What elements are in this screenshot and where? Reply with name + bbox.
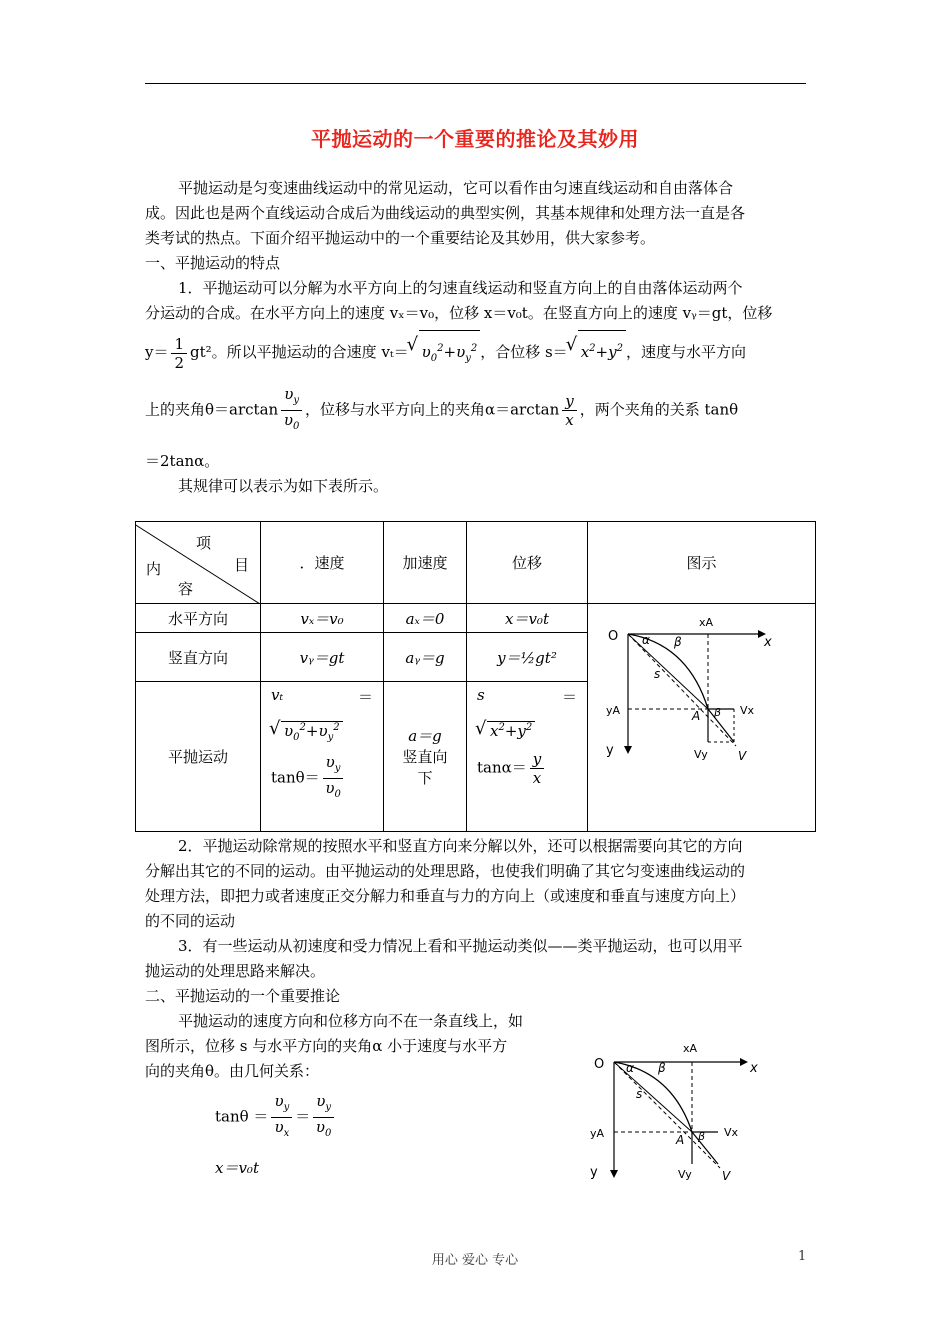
fig2-label-y: y xyxy=(590,1165,598,1180)
p2-line-3: 处理方法，即把力或者速度正交分解力和垂直与力的方向上（或速度和垂直与速度方向上） xyxy=(145,887,746,905)
section-2-heading: 二、平抛运动的一个重要推论 xyxy=(145,987,341,1005)
corner-bottom: 容 xyxy=(178,580,194,598)
sqrt-v: √ $\upsilon_0^2+\upsilon_y^2$ xyxy=(419,330,481,377)
p4-line-3: 向的夹角θ。由几何关系： xyxy=(145,1062,320,1080)
eq-vy-vx: $\frac{\upsilon_y}{\upsilon_x}$ xyxy=(271,1092,292,1143)
fig2-label-alpha: α xyxy=(626,1061,634,1075)
header-velocity: ．速度 xyxy=(261,522,384,604)
cell-a xyxy=(384,682,467,832)
a-value: a＝g xyxy=(408,727,442,745)
cell-x: x＝v₀t xyxy=(467,604,588,633)
vt-frac: $\frac{\upsilon_y}{\upsilon_0}$ xyxy=(323,753,344,804)
corner-header xyxy=(136,522,261,604)
fig-label-beta: β xyxy=(674,635,682,649)
cell-vx: vₓ＝v₀ xyxy=(261,604,384,633)
cell-y: y＝½gt² xyxy=(467,633,588,682)
fig-label-a: A xyxy=(692,709,701,723)
text: ，合位移 s＝ xyxy=(480,343,568,361)
vt-label: vₜ xyxy=(271,686,284,704)
sqrt-s: √ $x^2+y^2$ xyxy=(578,330,626,370)
fig-label-o: O xyxy=(608,629,619,644)
table-figure xyxy=(588,604,820,832)
s-frac: $\frac{y}{x}$ xyxy=(530,750,544,787)
header-displacement: 位移 xyxy=(467,522,588,604)
y-over-x: $\frac{y}{x}$ xyxy=(562,392,576,429)
s-tan: tanα＝ xyxy=(477,758,527,777)
p3-line-1: 3．有一些运动从初速度和受力情况上看和平抛运动类似——类平抛运动，也可以用平 xyxy=(178,937,743,955)
cell-ay: aᵧ＝g xyxy=(384,633,467,682)
p1-line-6: 其规律可以表示为如下表所示。 xyxy=(178,477,389,495)
fig2-label-x: x xyxy=(750,1061,758,1076)
cell-ax: aₓ＝0 xyxy=(384,604,467,633)
text: gt²。所以平抛运动的合速度 vₜ＝ xyxy=(190,343,409,361)
page-footer: 用心 爱心 专心 xyxy=(431,1253,519,1268)
header-acceleration: 加速度 xyxy=(384,522,467,604)
vy-over-v0: $\frac{\upsilon_y}{\upsilon_0}$ xyxy=(281,385,302,436)
eq-tan-label: tanθ ＝ xyxy=(215,1107,269,1126)
p4-line-1: 平抛运动的速度方向和位移方向不在一条直线上，如 xyxy=(178,1012,524,1030)
inline-figure xyxy=(580,1030,780,1230)
text: ，位移与水平方向上的夹角α＝arctan xyxy=(304,400,560,419)
p2-line-1: 2．平抛运动除常规的按照水平和竖直方向来分解以外，还可以根据需要向其它的方向 xyxy=(178,837,743,855)
fig2-label-vx: Vx xyxy=(724,1126,739,1139)
fig2-label-xa: xA xyxy=(683,1042,698,1055)
eq-vy-v0: $\frac{\upsilon_y}{\upsilon_0}$ xyxy=(313,1092,334,1143)
fig2-label-ya: yA xyxy=(590,1127,605,1140)
page-title: 平抛运动的一个重要的推论及其妙用 xyxy=(311,127,639,151)
vt-tan: tanθ＝ xyxy=(271,768,320,787)
fig-label-s: s xyxy=(654,667,661,681)
vt-eq: ＝ xyxy=(357,688,373,706)
p1-line-3 xyxy=(145,330,746,377)
corner-left: 内 xyxy=(146,560,162,578)
fig-label-vy: Vy xyxy=(694,748,708,761)
s-sqrt: √ $x^2+y^2$ xyxy=(487,721,535,740)
p1-line-5: ＝2tanα。 xyxy=(145,452,220,470)
a-dir-1: 竖直向 xyxy=(402,748,448,766)
text: ，速度与水平方向 xyxy=(625,343,746,361)
fig-label-vx: Vx xyxy=(740,704,755,717)
p1-line-4 xyxy=(145,385,738,436)
fig2-label-o: O xyxy=(594,1057,605,1072)
s-eq: ＝ xyxy=(561,688,577,706)
fig-label-ya: yA xyxy=(606,704,621,717)
vt-sqrt: √ $\upsilon_0^2+\upsilon_y^2$ xyxy=(281,721,343,743)
row-label-vertical: 竖直方向 xyxy=(136,633,261,682)
eq-tan-theta: tanθ ＝ $\frac{\upsilon_y}{\upsilon_x}$ ＝ $\frac{\upsilon_y}{\upsilon_0}$ xyxy=(215,1092,337,1143)
a-dir-2: 下 xyxy=(417,769,433,787)
fig2-label-v: V xyxy=(722,1169,731,1183)
header-figure: 图示 xyxy=(588,522,816,604)
row-label-horizontal: 水平方向 xyxy=(136,604,261,633)
fig2-label-s: s xyxy=(636,1087,643,1101)
p3-line-2: 抛运动的处理思路来解决。 xyxy=(145,962,326,980)
p4-line-2: 图所示，位移 s 与水平方向的夹角α 小于速度与水平方 xyxy=(145,1037,508,1055)
p1-line-2: 分运动的合成。在水平方向上的速度 vₓ＝v₀，位移 x＝v₀t。在竖直方向上的速度 vᵧ＝gt，位移 xyxy=(145,304,773,322)
p2-line-2: 分解出其它的不同的运动。由平抛运动的处理思路，也使我们明确了其它匀变速曲线运动的 xyxy=(145,862,746,880)
row-label-projectile: 平抛运动 xyxy=(136,682,261,832)
cell-vy: vᵧ＝gt xyxy=(261,633,384,682)
eq-x: x＝v₀t xyxy=(215,1159,259,1177)
text: y＝ xyxy=(145,343,169,361)
text: ，两个夹角的关系 tanθ xyxy=(579,400,739,419)
header-rule xyxy=(145,83,806,84)
p2-line-4: 的不同的运动 xyxy=(145,912,236,930)
fig-label-beta-2: β xyxy=(714,706,722,719)
s-label: s xyxy=(477,686,485,704)
corner-right: 目 xyxy=(234,556,250,574)
p1-line-1: 1．平抛运动可以分解为水平方向上的匀速直线运动和竖直方向上的自由落体运动两个 xyxy=(178,279,743,297)
section-1-heading: 一、平抛运动的特点 xyxy=(145,254,281,272)
motion-table xyxy=(135,521,816,832)
fig-label-xa: xA xyxy=(699,616,714,629)
fig-label-alpha: α xyxy=(642,633,650,647)
corner-top: 项 xyxy=(196,534,212,552)
fig2-label-vy: Vy xyxy=(678,1168,692,1181)
fig-label-y: y xyxy=(606,743,614,758)
intro-line-1: 平抛运动是匀变速曲线运动中的常见运动，它可以看作由匀速直线运动和自由落体合 xyxy=(178,179,734,197)
intro-line-3: 类考试的热点。下面介绍平抛运动中的一个重要结论及其妙用，供大家参考。 xyxy=(145,229,656,247)
fig-label-v: V xyxy=(738,749,747,763)
fig2-label-a: A xyxy=(676,1133,685,1147)
fig2-label-beta: β xyxy=(658,1061,666,1075)
table-figure-cell xyxy=(588,604,816,832)
cell-vt xyxy=(261,682,384,832)
text: 上的夹角θ＝arctan xyxy=(145,400,279,419)
fig-label-x: x xyxy=(764,635,772,650)
half-fraction: $\frac{1}{2}$ xyxy=(171,335,187,372)
cell-s xyxy=(467,682,588,832)
page-number: 1 xyxy=(798,1249,807,1264)
intro-line-2: 成。因此也是两个直线运动合成后为曲线运动的典型实例，其基本规律和处理方法一直是各 xyxy=(145,204,746,222)
fig2-label-beta-2: β xyxy=(698,1130,706,1143)
